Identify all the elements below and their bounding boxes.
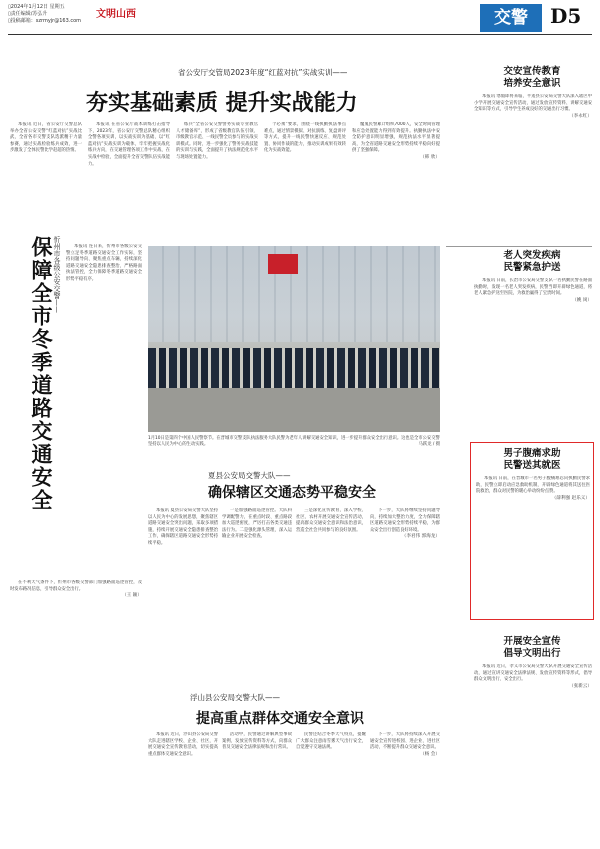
story2-column-4: 下一步，大队将继续坚持问题导向，持续加大整治力度，全力保障辖区道路交通安全形势持续平稳，为群众安全出行创造良好环境。 （李君伟 郭海龙） — [370, 508, 440, 540]
story2-column-2: 一是加强路面巡逻管控。大队科学调配警力，在重点时段、重点路段加大巡逻密度，严厉打击各类交通违法行为。二是强化源头管理，深入运输企业开展安全检查。 — [222, 508, 292, 540]
side3-signature: （薛利强 赵乐义） — [551, 495, 590, 501]
photo-credit: 马跃龙 / 摄 — [418, 442, 440, 448]
lead-kicker: 省公安厅交管局2023年度“红蓝对抗”实战实训—— — [178, 68, 348, 77]
photo-flag — [268, 254, 298, 274]
photo-police-rank — [148, 348, 440, 388]
story2-column-1: 本报讯 夏县公安局交警大队坚持以人民为中心的发展思想，聚焦辖区道路交通安全突出问题，采取多项措施，持续开展交通安全隐患排查整治工作，确保辖区道路交通安全形势持续平稳。 — [148, 508, 218, 546]
page-number: D5 — [550, 4, 582, 28]
lead-column-left: 本报讯 近日，省公安厅交警总队举办全省公安交警“红蓝对抗”实战比武，全省各市交警支队选派精干力量参赛，通过实战检验练兵成效，进一步激发了全体民警比学赶超的热情。 — [10, 122, 82, 154]
story2-column-3: 三是深化宣传教育，深入学校、社区、农村开展交通安全宣传活动，提高群众交通安全意识和法治意识，营造全社会共同参与的良好氛围。 — [296, 508, 366, 533]
story2-signature: （李君伟 郭海龙） — [401, 534, 440, 540]
side1-body: 本报讯 寒假即将来临，平遥县公安局交警大队深入辖区中小学开展交通安全宣传活动，通过发放宣传资料、讲解交通安全知识等方式，引导学生养成良好的交通出行习惯。 （李永红） — [474, 94, 592, 119]
lead-signature: （韩 欣） — [420, 154, 440, 160]
photo-caption: 1月10日是第四个中国人民警察节。在晋城市交警支队执法服务大队民警为老年人讲解交通安全知识，进一步提升群众安全出行意识。这也是全市公安交警坚持以人民为中心的生动实践。 马跃龙 / 摄 — [148, 436, 440, 448]
submission-email: ▯投稿邮箱：szrmyjr@163.com — [8, 18, 82, 24]
lead-headline: 夯实基础素质 提升实战能力 — [86, 91, 358, 116]
masthead-info — [8, 4, 81, 25]
publication-logo: 文明山西 — [96, 9, 136, 20]
story3-column-2: 活动中，民警通过讲解典型事故案例、发放宣传资料等方式，向群众普及交通安全法律法规和出行常识。 — [222, 732, 292, 751]
news-photo — [148, 246, 440, 432]
responsible-editor: ▯责任编辑/苏弘升 — [8, 11, 48, 17]
vertical-signature: （王 颖） — [122, 593, 142, 599]
masthead — [0, 0, 600, 34]
vertical-headline: 保障全市冬季道路交通安全 — [29, 236, 53, 512]
side4-signature: （张新云） — [569, 683, 592, 689]
story2-kicker: 夏县公安局交警大队—— — [208, 471, 291, 480]
side3-body: 本报讯 日前，在晋城市一名男子腹痛难忍向执勤民警求助，民警立即启动应急救助机制，开辟绿色通道将其送往医院救治，群众对民警的暖心举动纷纷点赞。 （薛利强 赵乐义） — [476, 476, 590, 501]
side1-headline: 交安宣传教育 培养安全意识 — [503, 66, 561, 89]
side2-signature: （姚 岗） — [572, 297, 592, 303]
story3-signature: （杨 会） — [420, 751, 440, 757]
side1-signature: （李永红） — [569, 113, 592, 119]
sidebar-divider — [446, 246, 592, 247]
story3-headline: 提高重点群体交通安全意识 — [196, 711, 364, 727]
side4-body: 本报讯 近日，孝义市公安局交警大队开展交通安全宣传活动，通过宣讲交通安全法律法规、发放宣传资料等形式，倡导群众文明出行、安全出行。 （张新云） — [474, 664, 592, 689]
lead-column-2: 练兵“全省公安交警警务实战专业教官人才储备库”，形成了省级教官队伍引领、市级教官示范、一线民警全员参与的实战实训模式。同时，进一步强化了警务实战技能的实训与实践，全面提升了执法规范化水平与现场处置能力。 — [176, 122, 258, 160]
story2-headline: 确保辖区交通态势平稳安全 — [208, 485, 376, 501]
story3-column-3: 民警还结合冬季天气特点，提醒广大群众注意雨雪雾天气出行安全，自觉遵守交通法规。 — [296, 732, 366, 751]
side3-headline: 男子腹痛求助 民警送其就医 — [503, 448, 561, 471]
issue-date: ▯2024年1月12日 星期五 — [8, 4, 65, 10]
lead-column-1: 本报讯 在省公安厅战术训练打击指导下，2023年，省公安厅交警总队精心组织全警各项实训，以实战实训为基础、以“红蓝对抗”实战实训为载体，牢牢把握实战化练兵方向，在交通管理各项工作中实战、在实战中检验，全面提升全省交警队伍实战能力。 — [88, 122, 170, 167]
story3-column-1: 本报讯 近日，浮山县公安局交警大队走进辖区学校、企业、社区，开展交通安全宣传教育活动，切实提高重点群体交通安全意识。 — [148, 732, 218, 757]
section-badge: 交警 — [480, 4, 542, 32]
story3-column-4: 下一步，大队将持续深入开展交通安全宣传进校园、进企业、进社区活动，不断提升群众交通安全意识。 （杨 会） — [370, 732, 440, 757]
side2-headline: 老人突发疾病 民警紧急护送 — [503, 250, 561, 273]
vertical-column: 本报讯 连日来，忻州市各级公安交警立足冬季道路交通安全工作实际，坚持问题导向、聚焦重点车辆，持续深化道路交通安全隐患排查整治，严格路面执法管控，全力保障冬季道路交通安全形势平稳有序。 — [66, 244, 142, 282]
masthead-rule — [8, 34, 592, 35]
lead-column-3: 个必须”要求，围绕一线执勤执法事点难点，通过情景模拟、对抗演练、复盘讲评等方式，提升一线民警快速反应、规范处置、协同作战的能力，推动实训成果有效转化为实战效能。 — [264, 122, 346, 154]
lead-column-4: 魔鬼民警累计组织7000人，安全时间管理和应急处置能力得到有效提升。执勤执法中安全防护意识明显增强，规范执法水平显著提高，为全省道路交通安全形势持续平稳向好提供了坚强保障。 （韩 欣） — [352, 122, 440, 160]
vertical-column-lower: 在不利天气条件下，忻州市各级交警部门加强路面巡逻管控，及时发布路况信息，引导群众安全出行。 （王 颖） — [10, 580, 142, 599]
side2-body: 本报讯 日前，长治市公安局交警支队一名执勤民警在路面执勤时，发现一名老人突发疾病，民警当即开辟绿色通道，将老人紧急护送至医院，为救治赢得了宝贵时间。 （姚 岗） — [474, 278, 592, 303]
side4-headline: 开展安全宣传 倡导文明出行 — [503, 636, 561, 659]
vertical-kicker: 忻州市各级公安交警—— — [53, 236, 61, 313]
story3-kicker: 浮山县公安局交警大队—— — [190, 693, 280, 702]
photo-ground — [148, 388, 440, 432]
